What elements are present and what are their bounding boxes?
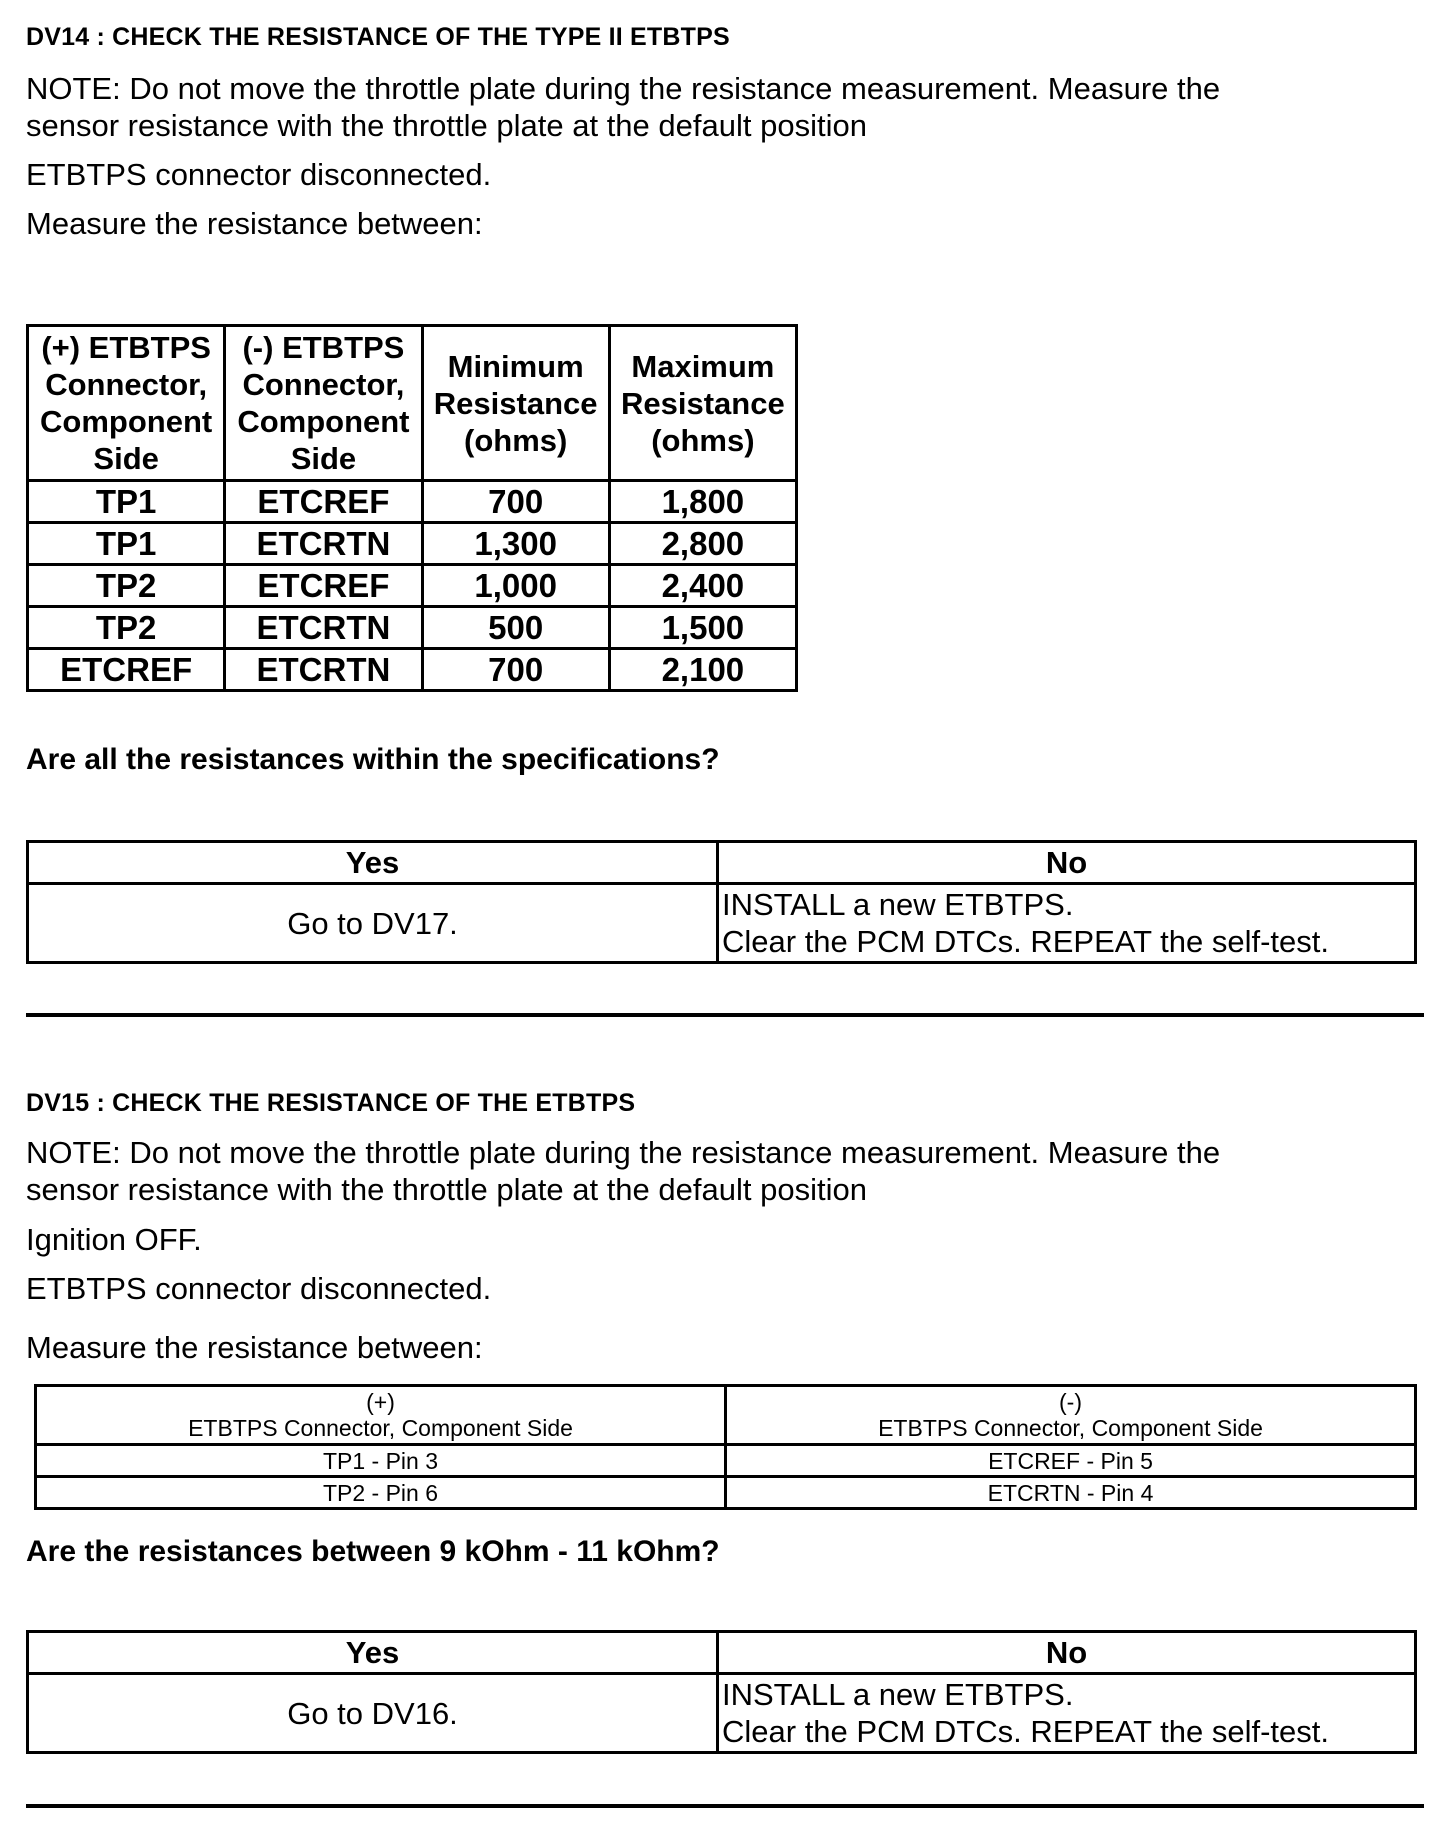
dv15-heading: DV15 : CHECK THE RESISTANCE OF THE ETBTPS: [26, 1089, 636, 1117]
cell-max: 2,100: [609, 649, 796, 691]
header-minus-connector: (-) ETBTPS Connector, Component Side: [225, 326, 422, 481]
cell-plus: TP2: [28, 607, 225, 649]
dv15-pin-table: [34, 1384, 1417, 1510]
cell-plus-pin: TP2 - Pin 6: [36, 1477, 726, 1509]
dv14-note-line1: NOTE: Do not move the throttle plate during the resistance measurement. Measure the: [26, 71, 1221, 106]
dv14-note: [26, 70, 1220, 144]
table-row: [36, 1445, 1416, 1477]
table-row: [28, 523, 797, 565]
cell-min: 1,000: [422, 565, 609, 607]
section-divider: [26, 1804, 1424, 1808]
yes-action: Go to DV17.: [28, 884, 718, 963]
header-plus-connector: (+) ETBTPS Connector, Component Side: [28, 326, 225, 481]
dv14-heading: DV14 : CHECK THE RESISTANCE OF THE TYPE II ETBTPS: [26, 23, 730, 51]
dv15-condition-connector: ETBTPS connector disconnected.: [26, 1271, 492, 1306]
dv14-question: Are all the resistances within the specifications?: [26, 743, 720, 776]
table-row: [28, 649, 797, 691]
cell-max: 1,800: [609, 481, 796, 523]
dv14-spec-header-row: [28, 326, 797, 481]
yes-header: Yes: [28, 842, 718, 884]
cell-minus: ETCRTN: [225, 523, 422, 565]
result-header-row: [28, 842, 1416, 884]
cell-minus: ETCREF: [225, 565, 422, 607]
section-divider: [26, 1013, 1424, 1017]
cell-max: 2,400: [609, 565, 796, 607]
cell-plus-pin: TP1 - Pin 3: [36, 1445, 726, 1477]
cell-max: 2,800: [609, 523, 796, 565]
header-minus-connector: (-) ETBTPS Connector, Component Side: [726, 1386, 1416, 1445]
cell-minus: ETCREF: [225, 481, 422, 523]
dv15-note-line2: sensor resistance with the throttle plate at the default position: [26, 1172, 867, 1207]
cell-minus: ETCRTN: [225, 607, 422, 649]
result-row: [28, 884, 1416, 963]
table-row: [28, 481, 797, 523]
dv15-question: Are the resistances between 9 kOhm - 11 kOhm?: [26, 1535, 720, 1568]
cell-minus: ETCRTN: [225, 649, 422, 691]
dv15-note-line1: NOTE: Do not move the throttle plate during the resistance measurement. Measure the: [26, 1135, 1221, 1170]
dv15-condition-ignition: Ignition OFF.: [26, 1222, 202, 1257]
no-action: INSTALL a new ETBTPS. Clear the PCM DTCs. REPEAT the self-test.: [718, 1674, 1416, 1753]
dv14-condition: ETBTPS connector disconnected.: [26, 157, 492, 192]
cell-plus: ETCREF: [28, 649, 225, 691]
yes-header: Yes: [28, 1632, 718, 1674]
result-row: [28, 1674, 1416, 1753]
cell-max: 1,500: [609, 607, 796, 649]
pin-header-row: [36, 1386, 1416, 1445]
cell-min: 1,300: [422, 523, 609, 565]
yes-action: Go to DV16.: [28, 1674, 718, 1753]
dv14-note-line2: sensor resistance with the throttle plate at the default position: [26, 108, 867, 143]
cell-plus: TP1: [28, 481, 225, 523]
cell-min: 700: [422, 481, 609, 523]
dv15-note: [26, 1134, 1220, 1208]
table-row: [28, 565, 797, 607]
cell-min: 500: [422, 607, 609, 649]
no-action: INSTALL a new ETBTPS. Clear the PCM DTCs. REPEAT the self-test.: [718, 884, 1416, 963]
header-minimum-resistance: Minimum Resistance (ohms): [422, 326, 609, 481]
table-row: [36, 1477, 1416, 1509]
header-plus-connector: (+) ETBTPS Connector, Component Side: [36, 1386, 726, 1445]
dv14-result-table: [26, 840, 1417, 964]
no-header: No: [718, 1632, 1416, 1674]
result-header-row: [28, 1632, 1416, 1674]
cell-minus-pin: ETCREF - Pin 5: [726, 1445, 1416, 1477]
dv14-spec-table: [26, 324, 798, 692]
no-header: No: [718, 842, 1416, 884]
cell-minus-pin: ETCRTN - Pin 4: [726, 1477, 1416, 1509]
dv15-instruction: Measure the resistance between:: [26, 1330, 483, 1365]
dv14-instruction: Measure the resistance between:: [26, 206, 483, 241]
cell-min: 700: [422, 649, 609, 691]
cell-plus: TP2: [28, 565, 225, 607]
dv15-result-table: [26, 1630, 1417, 1754]
header-maximum-resistance: Maximum Resistance (ohms): [609, 326, 796, 481]
cell-plus: TP1: [28, 523, 225, 565]
table-row: [28, 607, 797, 649]
